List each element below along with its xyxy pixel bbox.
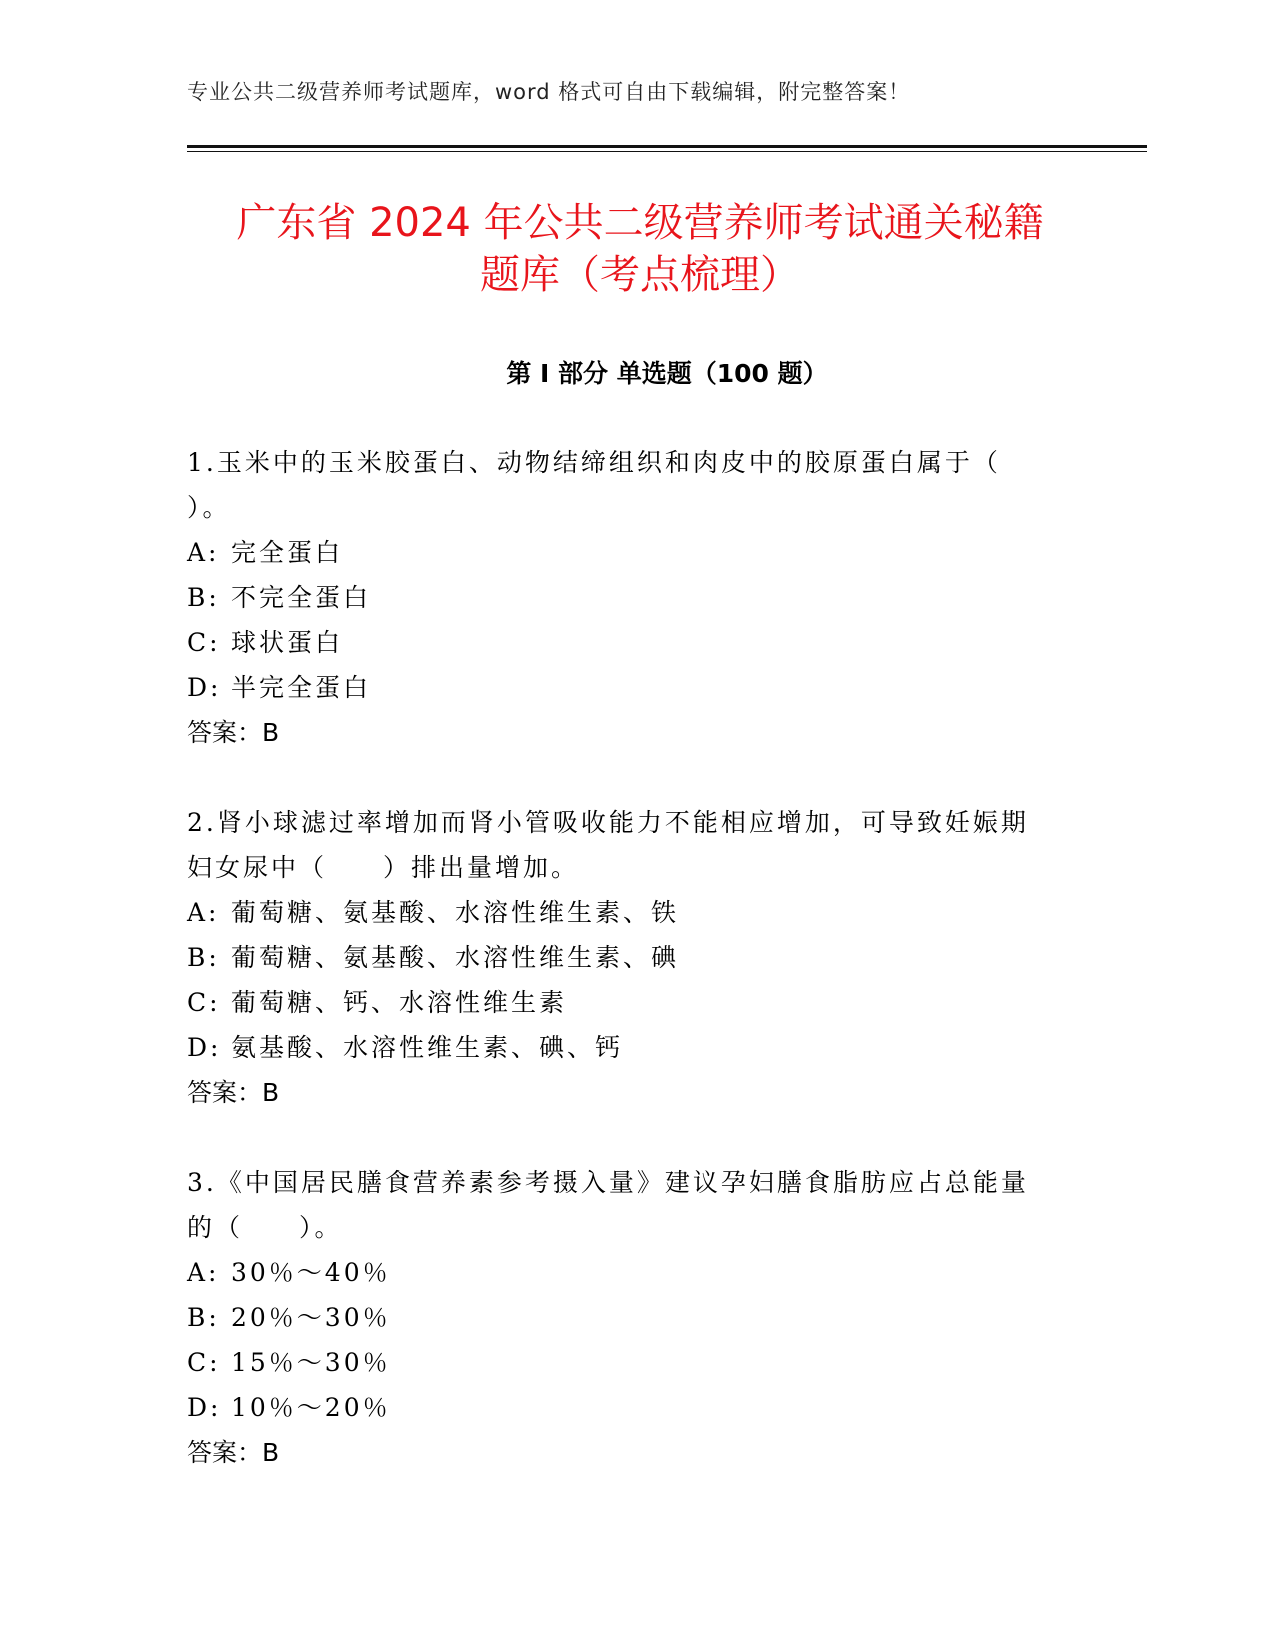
option-text: 半完全蛋白 bbox=[231, 673, 372, 702]
question-stem-line-2: 妇女尿中（ ）排出量增加。 bbox=[187, 853, 580, 882]
question-stem-line-2: ）。 bbox=[187, 493, 231, 522]
option-letter: C: bbox=[187, 628, 221, 657]
option-a bbox=[187, 890, 1087, 935]
answer: 答案：B bbox=[187, 718, 280, 747]
answer: 答案：B bbox=[187, 1438, 280, 1467]
option-letter: B: bbox=[187, 943, 220, 972]
question-2 bbox=[187, 800, 1087, 1115]
question-stem-line-1: 3.《中国居民膳食营养素参考摄入量》建议孕妇膳食脂肪应占总能量 bbox=[187, 1168, 1029, 1197]
option-text: 20％～30％ bbox=[231, 1303, 391, 1332]
option-c bbox=[187, 980, 1087, 1025]
option-letter: A: bbox=[187, 538, 220, 567]
section-title: 第 I 部分 单选题（100 题） bbox=[506, 359, 828, 388]
question-stem-line-2: 的（ ）。 bbox=[187, 1213, 343, 1242]
option-text: 葡萄糖、钙、水溶性维生素 bbox=[231, 988, 568, 1017]
header-rule-thin bbox=[187, 151, 1147, 152]
header-rule-thick bbox=[187, 145, 1147, 148]
document-title-line-2: 题库（考点梳理） bbox=[480, 252, 800, 298]
option-text: 30％～40％ bbox=[231, 1258, 391, 1287]
option-letter: B: bbox=[187, 583, 220, 612]
option-text: 完全蛋白 bbox=[231, 538, 344, 567]
option-b bbox=[187, 935, 1087, 980]
option-text: 不完全蛋白 bbox=[231, 583, 372, 612]
question-stem-line-1: 1.玉米中的玉米胶蛋白、动物结缔组织和肉皮中的胶原蛋白属于（ bbox=[187, 448, 1001, 477]
option-text: 15％～30％ bbox=[231, 1348, 391, 1377]
option-b bbox=[187, 575, 1087, 620]
question-1 bbox=[187, 440, 1087, 755]
option-a bbox=[187, 1250, 1087, 1295]
option-letter: C: bbox=[187, 1348, 221, 1377]
option-letter: A: bbox=[187, 898, 220, 927]
question-3 bbox=[187, 1160, 1087, 1475]
answer: 答案：B bbox=[187, 1078, 280, 1107]
option-text: 葡萄糖、氨基酸、水溶性维生素、铁 bbox=[231, 898, 680, 927]
option-a bbox=[187, 530, 1087, 575]
option-text: 氨基酸、水溶性维生素、碘、钙 bbox=[231, 1033, 624, 1062]
option-letter: B: bbox=[187, 1303, 220, 1332]
document-title bbox=[140, 197, 1140, 301]
option-b bbox=[187, 1295, 1087, 1340]
option-d bbox=[187, 665, 1087, 710]
option-text: 葡萄糖、氨基酸、水溶性维生素、碘 bbox=[231, 943, 680, 972]
option-letter: D: bbox=[187, 1033, 222, 1062]
option-c bbox=[187, 620, 1087, 665]
document-title-line-1: 广东省 2024 年公共二级营养师考试通关秘籍 bbox=[236, 200, 1044, 246]
option-d bbox=[187, 1385, 1087, 1430]
option-c bbox=[187, 1340, 1087, 1385]
option-letter: D: bbox=[187, 1393, 222, 1422]
option-text: 10％～20％ bbox=[231, 1393, 391, 1422]
option-letter: C: bbox=[187, 988, 221, 1017]
option-letter: A: bbox=[187, 1258, 220, 1287]
question-stem-line-1: 2.肾小球滤过率增加而肾小管吸收能力不能相应增加，可导致妊娠期 bbox=[187, 808, 1029, 837]
option-d bbox=[187, 1025, 1087, 1070]
option-letter: D: bbox=[187, 673, 222, 702]
option-text: 球状蛋白 bbox=[231, 628, 344, 657]
header-note: 专业公共二级营养师考试题库，word 格式可自由下载编辑，附完整答案！ bbox=[187, 80, 911, 104]
